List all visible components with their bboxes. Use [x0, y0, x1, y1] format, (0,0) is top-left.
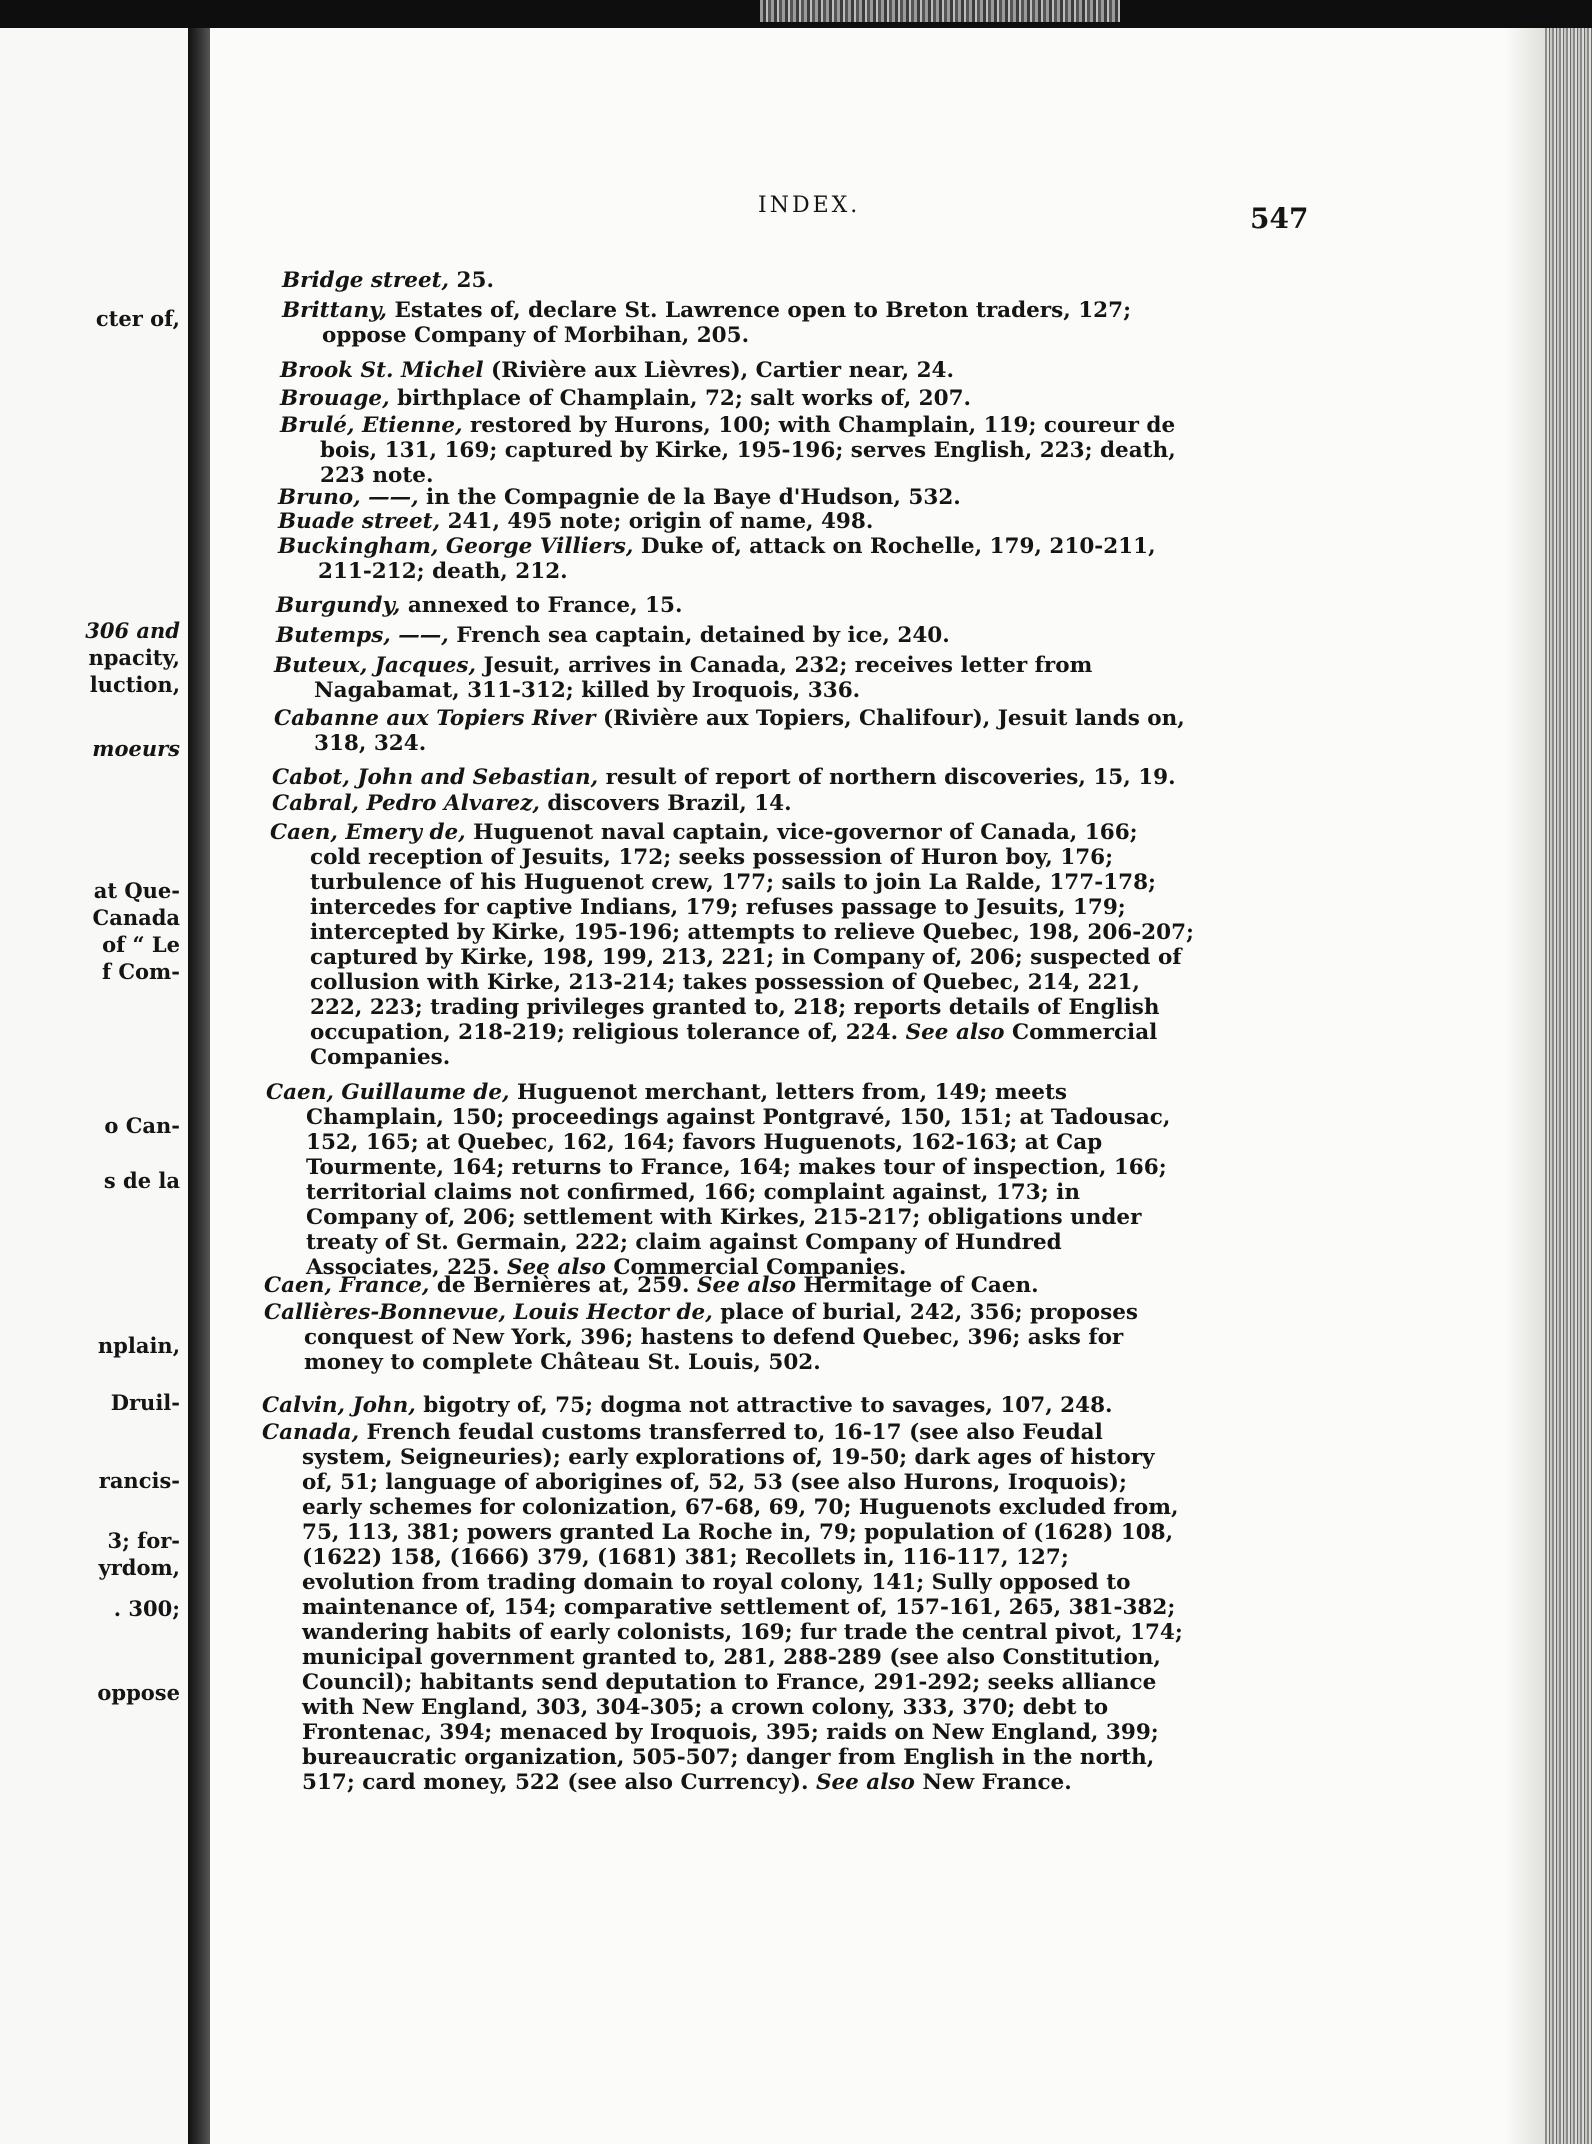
page-number: 547 [1250, 202, 1309, 235]
book-gutter [188, 28, 210, 2144]
index-entry [280, 386, 1202, 411]
left-fragment: oppose [97, 1680, 180, 1705]
see-also-target: Commercial Companies. [605, 1255, 907, 1280]
index-entry [262, 1420, 1188, 1795]
index-entry [270, 820, 1194, 1070]
scan-top-strip [0, 0, 1592, 28]
index-entry [276, 593, 1196, 618]
entry-text: Duke of, attack on Rochelle, 179, 210-211, 211-212; death, 212. [318, 534, 1156, 584]
left-fragment: at Que- [93, 878, 180, 903]
left-fragment: yrdom, [98, 1555, 180, 1580]
index-entry [282, 268, 1202, 293]
entry-headword: Brittany, [282, 298, 388, 323]
entry-text: discovers Brazil, 14. [539, 791, 792, 816]
entry-headword: Caen, France, [264, 1273, 430, 1298]
index-entry [262, 1393, 1182, 1418]
entry-headword: Cabot, John and Sebastian, [272, 765, 599, 790]
entry-headword: Brulé, Etienne, [280, 413, 463, 438]
entry-text: Huguenot naval captain, vice-governor of Canada, 166; cold reception of Jesuits, 172; seeks possession of Huron boy, 176; turbulence of his Huguenot crew, 177; sails to join La Ralde, 177-178; intercedes for captive Indians, 179; refuses passage to Jesuits, 179; intercepted by Kirke, 195-196; attempts to relieve Quebec, 198, 206-207; captured by Kirke, 198, 199, 213, 221; in Company of, 206; suspected of collusion with Kirke, 213-214; takes possession of Quebec, 214, 221, 222, 223; trading privileges granted to, 218; reports details of English occupation, 218-219; religious tolerance of, 224. [310, 820, 1194, 1045]
entry-headword: Callières-Bonnevue, Louis Hector de, [264, 1300, 713, 1325]
index-entry [274, 653, 1198, 703]
see-also-label: See also [815, 1770, 915, 1795]
entry-headword: Caen, Emery de, [270, 820, 466, 845]
scan-tab-artifact [760, 0, 1120, 22]
entry-headword: Bridge street, [282, 268, 450, 293]
entry-text: result of report of northern discoveries, 15, 19. [598, 765, 1176, 790]
index-entry [280, 358, 1202, 383]
entry-headword: Burgundy, [276, 593, 401, 618]
entry-headword: Butemps, ——, [276, 623, 449, 648]
index-entry [272, 791, 1192, 816]
entry-text: 241, 495 note; origin of name, 498. [440, 509, 874, 534]
left-page [0, 28, 188, 2144]
entry-text: (Rivière aux Topiers, Chalifour), Jesuit lands on, 318, 324. [314, 706, 1185, 756]
see-also-target: New France. [914, 1770, 1072, 1795]
entry-text: French feudal customs transferred to, 16-17 (see also Feudal system, Seigneuries); early explorations of, 19-50; dark ages of history of, 51; language of aborigines of, 52, 53 (see also Hurons, Iroquois); early schemes for colonization, 67-68, 69, 70; Huguenots excluded from, 75, 113, 381; powers granted La Roche in, 79; population of (1628) 108, (1622) 158, (1666) 379, (1681) 381; Recollets in, 116-117, 127; evolution from trading domain to royal colony, 141; Sully opposed to maintenance of, 154; comparative settlement of, 157-161, 265, 381-382; wandering habits of early colonists, 169; fur trade the central pivot, 174; municipal government granted to, 281, 288-289 (see also Constitution, Council); habitants send deputation to France, 291-292; seeks alliance with New England, 303, 304-305; a crown colony, 333, 370; debt to Frontenac, 394; menaced by Iroquois, 395; raids on New England, 399; bureaucratic organization, 505-507; danger from English in the north, 517; card money, 522 (see also Currency). [302, 1420, 1183, 1795]
entry-text: French sea captain, detained by ice, 240. [448, 623, 950, 648]
index-entry [272, 765, 1192, 790]
entry-text: Estates of, declare St. Lawrence open to Breton traders, 127; oppose Company of Morbihan, 205. [322, 298, 1132, 348]
left-fragment: s de la [103, 1168, 180, 1193]
see-also-target: Commercial Companies. [310, 1020, 1158, 1070]
index-entry [274, 706, 1198, 756]
entry-headword: Cabral, Pedro Alvarez, [272, 791, 540, 816]
index-entry [278, 485, 1198, 510]
index-entry [278, 534, 1204, 584]
left-fragment: Canada [92, 905, 180, 930]
index-entry [282, 298, 1204, 348]
see-also-label: See also [506, 1255, 606, 1280]
entry-text: birthplace of Champlain, 72; salt works of, 207. [389, 386, 972, 411]
entry-text: in the Compagnie de la Baye d'Hudson, 532. [418, 485, 961, 510]
entry-headword: Cabanne aux Topiers River [274, 706, 596, 731]
entry-headword: Buteux, Jacques, [274, 653, 476, 678]
entry-headword: Brook St. Michel [280, 358, 484, 383]
left-fragment: moeurs [92, 736, 180, 761]
entry-text: place of burial, 242, 356; proposes conquest of New York, 396; hastens to defend Quebec, 396; asks for money to complete Château St. Louis, 502. [304, 1300, 1138, 1375]
entry-text: Huguenot merchant, letters from, 149; meets Champlain, 150; proceedings against Pontgravé, 150, 151; at Tadousac, 152, 165; at Quebec, 162, 164; favors Huguenots, 162-163; at Cap Tourmente, 164; returns to France, 164; makes tour of inspection, 166; territorial claims not confirmed, 166; complaint against, 173; in Company of, 206; settlement with Kirkes, 215-217; obligations under treaty of St. Germain, 222; claim against Company of Hundred Associates, 225. [306, 1080, 1171, 1280]
entry-text: de Bernières at, 259. [429, 1273, 690, 1298]
left-fragment: . 300; [113, 1596, 180, 1621]
entry-headword: Brouage, [280, 386, 390, 411]
entry-headword: Buade street, [278, 509, 441, 534]
entry-text: annexed to France, 15. [400, 593, 683, 618]
entry-headword: Bruno, ——, [278, 485, 419, 510]
left-fragment: Druil- [110, 1390, 180, 1415]
right-page [210, 28, 1545, 2144]
left-fragment: f Com- [101, 959, 180, 984]
entry-headword: Calvin, John, [262, 1393, 416, 1418]
left-fragment: of “ Le [102, 932, 180, 957]
index-entry [278, 509, 1198, 534]
index-entry [266, 1080, 1192, 1280]
left-fragment: cter of, [95, 306, 180, 331]
entry-text: Jesuit, arrives in Canada, 232; receives letter from Nagabamat, 311-312; killed by Iroquois, 336. [314, 653, 1093, 703]
index-entry [276, 623, 1196, 648]
see-also-label: See also [697, 1273, 796, 1298]
running-head: INDEX. [758, 193, 861, 218]
entry-headword: Canada, [262, 1420, 360, 1445]
see-also-label: See also [905, 1020, 1005, 1045]
left-fragment: 3; for- [107, 1528, 180, 1553]
left-fragment: luction, [89, 672, 180, 697]
entry-headword: Buckingham, George Villiers, [278, 534, 634, 559]
left-fragment: 306 and [85, 618, 180, 643]
entry-text: restored by Hurons, 100; with Champlain, 119; coureur de bois, 131, 169; captured by Kirke, 195-196; serves English, 223; death, 223 note. [320, 413, 1176, 488]
index-entry [280, 413, 1200, 488]
left-fragment: rancis- [98, 1468, 180, 1493]
entry-headword: Caen, Guillaume de, [266, 1080, 510, 1105]
book-page-edges [1545, 28, 1592, 2144]
left-fragment: nplain, [97, 1333, 180, 1358]
entry-text: 25. [449, 268, 494, 293]
entry-text: (Rivière aux Lièvres), Cartier near, 24. [483, 358, 954, 383]
left-fragment: o Can- [104, 1113, 180, 1138]
index-entry [264, 1273, 1184, 1298]
see-also-target: Hermitage of Caen. [795, 1273, 1039, 1298]
entry-text: bigotry of, 75; dogma not attractive to savages, 107, 248. [415, 1393, 1113, 1418]
left-fragment: npacity, [88, 645, 180, 670]
index-entry [264, 1300, 1188, 1375]
